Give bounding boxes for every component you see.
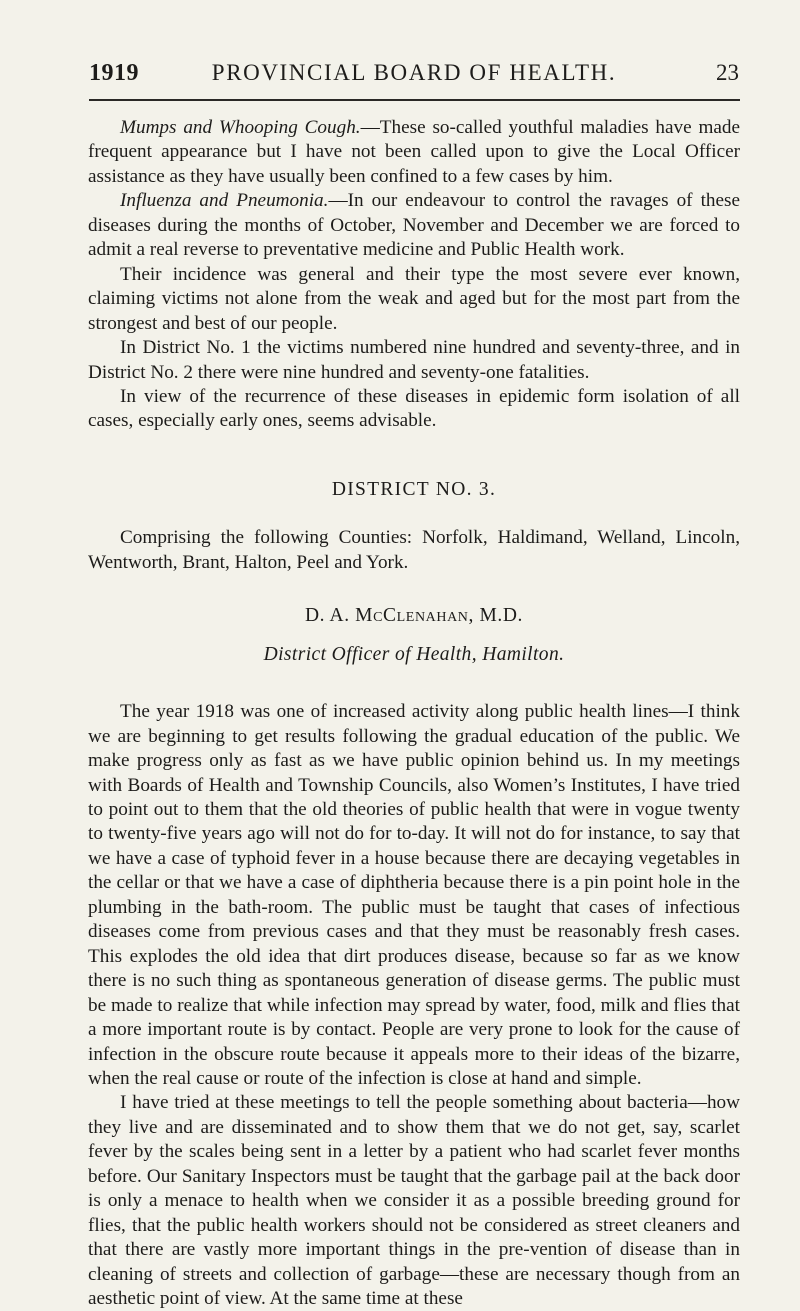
author-name: McClenahan xyxy=(355,605,469,627)
author-initials: D. A. xyxy=(304,605,350,627)
running-header xyxy=(89,60,739,94)
incidence-paragraph: Their incidence was general and their type the most severe ever known, claiming victims not alone from the weak and aged but for the most part from the strongest and best of our people. xyxy=(88,263,740,334)
influenza-heading: Influenza and Pneumonia. xyxy=(120,190,329,212)
report-paragraph-1: The year 1918 was one of increased activity along public health lines—I think we are beginning to get results following the gradual education of the public. We make progress only as fast as we have public opinion behind us. In my meetings with Boards of Health and Township Councils, also Women’s Institutes, I have tried to point out to them that the old theories of public health that were in vogue twenty to twenty-five years ago will not do for to-day. It will not do for instance, to say that we have a case of typhoid fever in a house because there are decaying vegetables in the cellar or that we have a case of diphtheria because there is a pin point hole in the plumbing in the bath-room. The public must be taught that cases of infectious diseases come from previous cases and that they must be reasonably fresh cases. This explodes the old idea that dirt produces disease, because so far as we know there is no such thing as spontaneous generation of disease germs. The public must be made to realize that while infection may spread by water, food, milk and flies that a more important route is by contact. People are very prone to look for the cause of infection in the obscure route because it appeals more to their ideas of the bizarre, when the real cause or route of the infection is close at hand and simple. xyxy=(88,701,740,1089)
header-title: PROVINCIAL BOARD OF HEALTH. xyxy=(211,60,617,85)
counties-paragraph: Comprising the following Counties: Norfolk, Haldimand, Welland, Lincoln, Wentworth, Brant, Halton, Peel and York. xyxy=(88,527,740,573)
mumps-paragraph xyxy=(88,116,740,189)
report-paragraph-2: I have tried at these meetings to tell the people something about bacteria—how they live and are disseminated and to show them that we do not get, say, scarlet fever by the scales being sent in a letter by a patient who had scarlet fever months before. Our Sanitary Inspectors must be taught that the garbage pail at the back door is only a menace to health when we consider it as a possible breeding ground for flies, that the public health workers should not be considered as street cleaners and that there are vastly more important things in the pre-vention of disease than in cleaning of streets and collection of garbage—these are necessary though from an aesthetic point of view. At the same time at these xyxy=(88,1092,740,1310)
mumps-text: —These so-called youthful maladies have made frequent appearance but I have not been called upon to give the Local Officer assistance as they have usually been confined to a few cases by him. xyxy=(88,117,740,187)
page-number: 23 xyxy=(716,60,739,85)
header-year: 1919 xyxy=(89,60,139,86)
influenza-text: —In our endeavour to control the ravages of these diseases during the months of October, November and December we are forced to admit a real reverse to preventative medicine and Public Health work. xyxy=(88,190,740,261)
author-title: District Officer of Health, Hamilton. xyxy=(263,643,565,665)
influenza-paragraph xyxy=(88,189,740,262)
page-body xyxy=(88,116,740,1311)
districts-count-paragraph: In District No. 1 the victims numbered nine hundred and seventy-three, and in District No. 2 there were nine hundred and seventy-one fatalities. xyxy=(88,337,740,383)
mumps-heading: Mumps and Whooping Cough. xyxy=(120,117,361,138)
isolation-paragraph: In view of the recurrence of these diseases in epidemic form isolation of all cases, especially early ones, seems advisable. xyxy=(88,385,740,432)
header-rule xyxy=(89,99,740,101)
author-degree: , M.D. xyxy=(468,605,524,627)
district-3-heading: DISTRICT NO. 3. xyxy=(331,478,497,500)
author-line xyxy=(88,604,740,628)
